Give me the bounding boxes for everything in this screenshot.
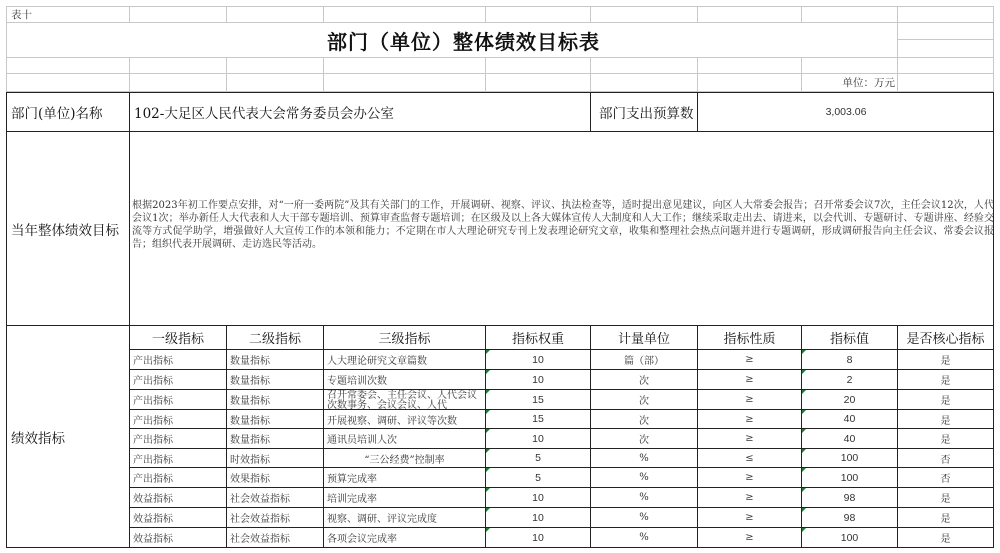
table-row-weight: 15 [532, 393, 544, 406]
table-row-level3: 预算完成率 [327, 474, 377, 485]
table-row-value: 100 [840, 531, 859, 544]
table-row-value: 100 [840, 471, 859, 484]
table-row-level3: 专题培训次数 [327, 376, 387, 387]
table-row-level2: 数量指标 [230, 396, 270, 407]
table-row-level3: 通讯员培训人次 [327, 435, 397, 446]
table-row-nature: ≥ [745, 394, 754, 405]
table-row-core: 是 [940, 514, 951, 525]
col-header-core: 是否核心指标 [906, 332, 985, 347]
table-row-value: 2 [846, 373, 853, 386]
table-row-nature: ≥ [745, 354, 754, 365]
table-row-level2: 社会效益指标 [230, 534, 290, 545]
table-row-weight: 10 [532, 491, 544, 504]
table-row-level2: 时效指标 [230, 454, 270, 466]
table-row-nature: ≥ [745, 472, 754, 483]
table-row-level2: 数量指标 [230, 376, 270, 387]
table-row-level3: 各项会议完成率 [327, 534, 397, 545]
table-row-weight: 15 [532, 413, 544, 425]
goal-label: 当年整体绩效目标 [11, 222, 119, 239]
col-header-level2: 二级指标 [248, 332, 301, 347]
table-row-weight: 5 [535, 452, 541, 464]
table-row-nature: ≥ [745, 532, 754, 543]
table-row-unit: 次 [639, 396, 649, 407]
cell-marker-icon [486, 528, 490, 532]
cell-marker-icon [486, 449, 490, 453]
table-row-core: 是 [940, 356, 951, 367]
dept-name-value: 102-大足区人民代表大会常务委员会办公室 [134, 106, 394, 122]
table-row-level3: “三公经费”控制率 [364, 454, 445, 466]
cell-marker-icon [486, 508, 490, 512]
table-row-level2: 数量指标 [230, 356, 270, 367]
cell-marker-icon [802, 508, 806, 512]
table-row-weight: 5 [535, 471, 541, 484]
cell-marker-icon [486, 350, 490, 354]
col-header-nature: 指标性质 [723, 332, 776, 347]
table-row-value: 40 [843, 413, 856, 425]
table-row-core: 是 [940, 494, 951, 505]
table-row-level2: 数量指标 [230, 435, 270, 446]
table-row-level3: 人大理论研究文章篇数 [327, 356, 427, 367]
table-row-value: 98 [843, 511, 856, 524]
table-row-nature: ≥ [745, 492, 754, 503]
cell-marker-icon [802, 350, 806, 354]
cell-marker-icon [486, 410, 490, 414]
table-row-weight: 10 [532, 432, 544, 445]
unit-label: 单位：万元 [842, 77, 895, 89]
table-row-value: 100 [840, 452, 859, 464]
table-row-nature: ≥ [745, 374, 754, 385]
col-header-unit: 计量单位 [617, 332, 670, 347]
cell-marker-icon [486, 390, 490, 394]
table-row-core: 是 [940, 534, 951, 545]
table-row-core: 是 [940, 376, 951, 387]
budget-value: 3,003.06 [825, 106, 867, 118]
col-header-level1: 一级指标 [151, 332, 204, 347]
table-row-nature: ≥ [745, 512, 754, 523]
table-row-level3: 视察、调研、评议完成度 [327, 514, 437, 525]
table-row-core: 是 [940, 435, 951, 446]
cell-marker-icon [802, 468, 806, 472]
table-row-level3: 开展视察、调研、评议等次数 [327, 415, 457, 427]
table-row-level1: 产出指标 [133, 474, 173, 485]
table-row-level3: 培训完成率 [327, 494, 377, 505]
table-row-level1: 产出指标 [133, 454, 173, 466]
table-row-level1: 效益指标 [133, 514, 173, 525]
table-row-value: 20 [843, 393, 856, 406]
cell-marker-icon [802, 449, 806, 453]
table-row-nature: ≥ [745, 433, 754, 444]
table-row-nature: ≤ [745, 452, 754, 464]
col-header-value: 指标值 [829, 332, 869, 347]
table-row-level1: 产出指标 [133, 356, 173, 367]
table-row-weight: 10 [532, 531, 544, 544]
table-row-weight: 10 [532, 373, 544, 386]
table-row-level1: 产出指标 [133, 435, 173, 446]
table-row-level1: 产出指标 [133, 376, 173, 387]
table-row-level2: 数量指标 [230, 415, 270, 427]
table-row-core: 否 [940, 454, 951, 466]
cell-marker-icon [802, 528, 806, 532]
cell-marker-icon [802, 429, 806, 433]
table-row-level1: 效益指标 [133, 534, 173, 545]
table-row-level3: 召开常委会、主任会议、人代会议次数事务、会议会议、人代 [327, 390, 477, 409]
table-row-value: 40 [843, 432, 856, 445]
cell-marker-icon [802, 410, 806, 414]
table-row-nature: ≥ [745, 413, 754, 425]
cell-marker-icon [486, 468, 490, 472]
cell-marker-icon [802, 370, 806, 374]
table-row-unit: 次 [639, 435, 649, 446]
cell-marker-icon [802, 488, 806, 492]
col-header-weight: 指标权重 [511, 332, 564, 347]
table-row-core: 否 [940, 474, 951, 485]
table-row-weight: 10 [532, 353, 544, 366]
table-row-level1: 产出指标 [133, 396, 173, 407]
table-row-level1: 产出指标 [133, 415, 173, 427]
cell-marker-icon [486, 488, 490, 492]
col-header-level3: 三级指标 [378, 332, 431, 347]
table-row-core: 是 [940, 415, 951, 427]
table-row-unit: % [639, 492, 649, 503]
page-title: 部门（单位）整体绩效目标表 [327, 29, 600, 54]
table-row-weight: 10 [532, 511, 544, 524]
table-row-level1: 效益指标 [133, 494, 173, 505]
perf-label: 绩效指标 [11, 430, 65, 447]
table-row-core: 是 [940, 396, 951, 407]
table-row-unit: % [639, 472, 649, 483]
cell-marker-icon [802, 390, 806, 394]
table-row-level2: 效果指标 [230, 474, 270, 485]
table-row-level2: 社会效益指标 [230, 494, 290, 505]
budget-label: 部门支出预算数 [599, 106, 694, 122]
goal-text: 根据2023年初工作要点安排，对“一府一委两院”及其有关部门的工作，开展调研、视察、评议、执法检查等，适时提出意见建议，向区人大常委会报告；召开常委会议7次，主任会议12次，人代会议1次；举办新任人大代表和人大干部专题培训、预算审查监督专题培训；在区级及以上各大媒体宣传人大制度和人大工作；继续采取走出去、请进来，以会代训、专题研讨、专题讲座、经验交流等方式促学助学，增强做好人大宣传工作的本领和能力；不定期在市人大理论研究专刊上发表理论研究文章，收集和整理社会热点问题并进行专题调研，形成调研报告向主任会议、常委会议报告；组织代表开展调研、走访选民等活动。 [132, 200, 994, 250]
table-row-unit: % [639, 532, 649, 543]
table-row-value: 98 [843, 491, 856, 504]
sheet-tag: 表十 [11, 9, 32, 21]
table-row-level2: 社会效益指标 [230, 514, 290, 525]
cell-marker-icon [486, 370, 490, 374]
table-row-unit: % [639, 512, 649, 523]
table-row-value: 8 [846, 353, 853, 366]
table-row-unit: 次 [639, 415, 649, 427]
table-row-unit: % [639, 452, 649, 464]
table-row-unit: 篇（部） [624, 356, 664, 367]
dept-name-label: 部门(单位)名称 [11, 106, 103, 122]
cell-marker-icon [486, 429, 490, 433]
table-row-unit: 次 [639, 376, 649, 387]
